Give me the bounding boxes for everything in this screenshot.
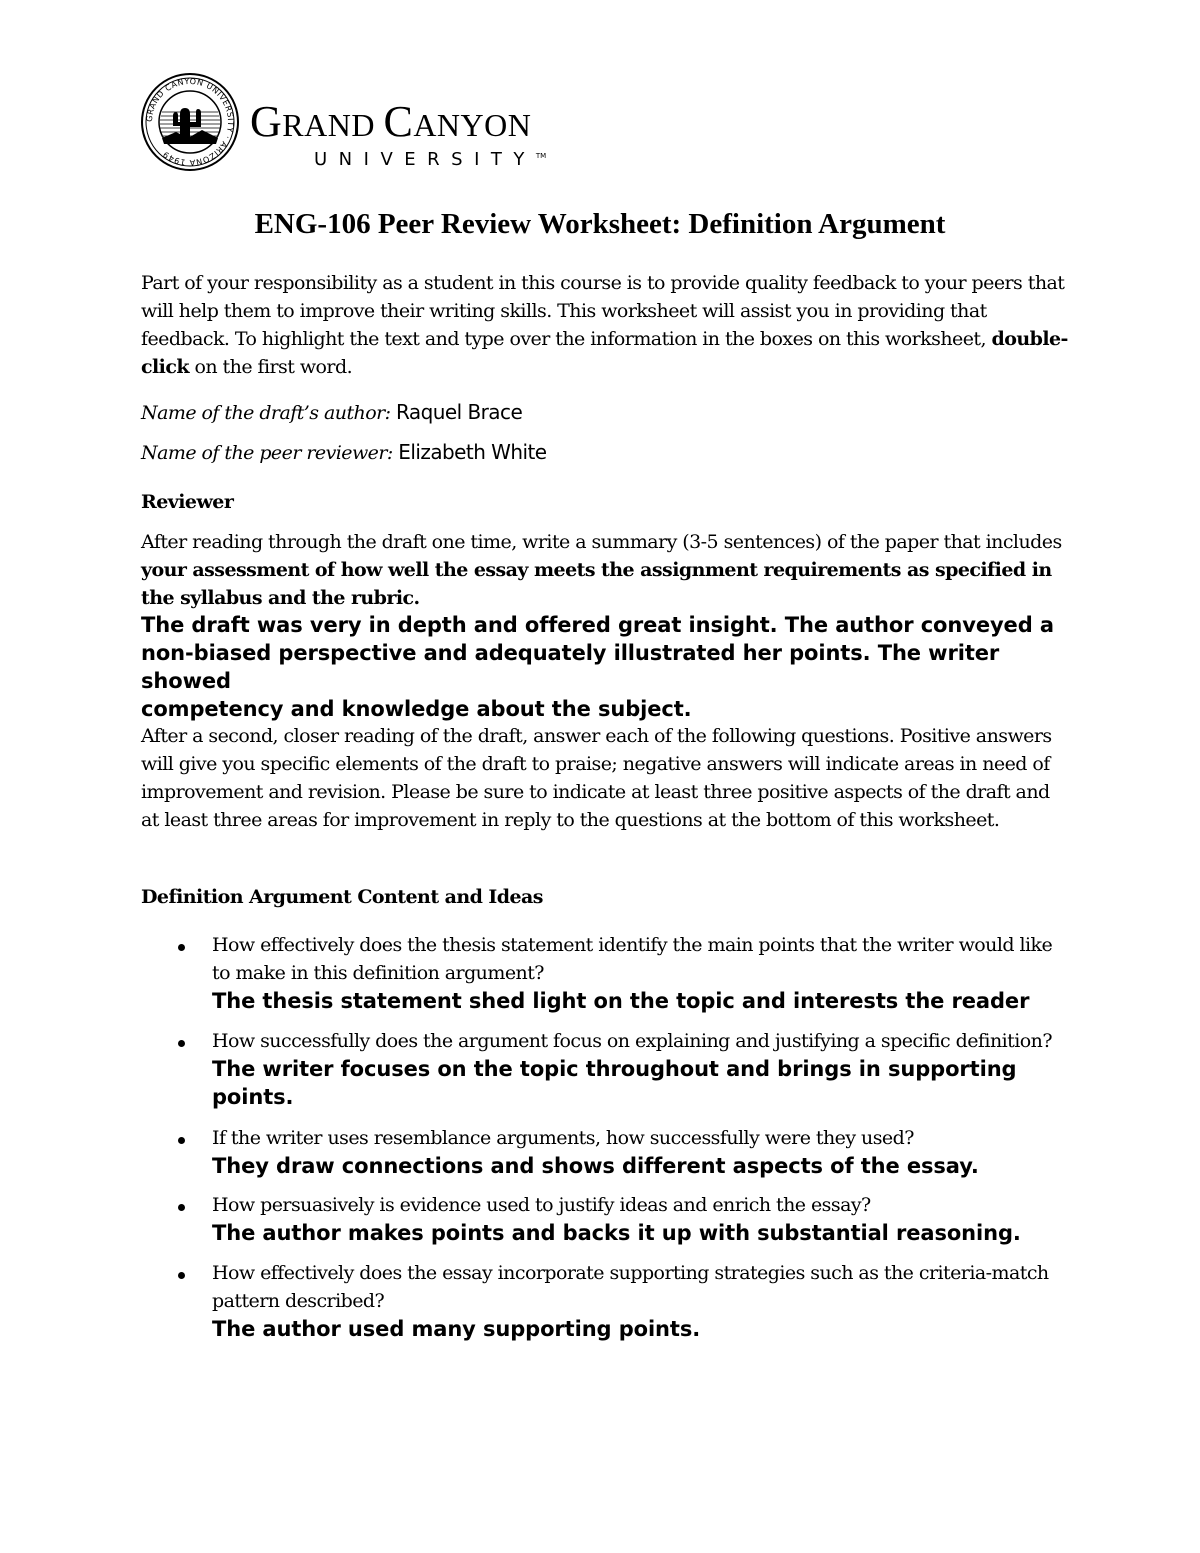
summary-answer — [141, 611, 1071, 723]
reviewer-label: Name of the peer reviewer: — [141, 442, 393, 464]
question-item — [141, 1191, 1071, 1247]
bullet-icon — [178, 1137, 185, 1144]
wordmark-university: UNIVERSITY™ — [314, 149, 547, 170]
seal-text: GRAND CANYON UNIVERSITY · ARIZONA 1949 — [144, 76, 236, 168]
question-text: If the writer uses resemblance arguments, how successfully were they used? — [212, 1127, 914, 1149]
answer-text: They draw connections and shows different aspects of the essay. — [212, 1154, 979, 1178]
author-name: Raquel Brace — [396, 400, 523, 424]
second-reading-paragraph: After a second, closer reading of the draft, answer each of the following questions. Positive answers will give you specific elements of the draft to praise; negative answers will indicate areas in need of improvement and revision. Please be sure to indicate at least three positive aspects of the draft and at least three areas for improvement in reply to the questions at the bottom of this worksheet. — [141, 725, 1052, 831]
question-text: How persuasively is evidence used to justify ideas and enrich the essay? — [212, 1194, 871, 1216]
reviewer-name: Elizabeth White — [398, 440, 547, 464]
question-text: How successfully does the argument focus on explaining and justifying a specific definition? — [212, 1030, 1052, 1052]
answer-text: The author used many supporting points. — [212, 1317, 701, 1341]
question-item — [141, 1027, 1071, 1111]
bullet-icon — [178, 1272, 185, 1279]
reviewer-prompt: After reading through the draft one time, write a summary (3-5 sentences) of the paper that includes your assessment of how well the essay meets the assignment requirements as specified in the syllabus and the rubric. — [141, 531, 1062, 609]
question-text: How effectively does the thesis statement identify the main points that the writer would like to make in this definition argument? — [212, 934, 1053, 984]
question-item — [141, 931, 1071, 1015]
wordmark-grand-canyon: GRAND CANYON — [250, 97, 532, 146]
bullet-icon — [178, 1040, 185, 1047]
intro-paragraph: Part of your responsibility as a student in this course is to provide quality feedback to your peers that will help them to improve their writing skills. This worksheet will assist you in providing that feedback. To highlight the text and type over the information in the boxes on this worksheet, double-click on the first word. — [141, 272, 1068, 378]
reviewer-heading: Reviewer — [141, 491, 234, 513]
answer-text: The thesis statement shed light on the topic and interests the reader — [212, 989, 1030, 1013]
question-text: How effectively does the essay incorporate supporting strategies such as the criteria-match pattern described? — [212, 1262, 1049, 1312]
question-item — [141, 1259, 1071, 1343]
summary-answer-line: competency and knowledge about the subject. — [141, 697, 692, 721]
reviewer-line — [141, 438, 1071, 467]
answer-text: The author makes points and backs it up with substantial reasoning. — [212, 1221, 1021, 1245]
page-title: ENG-106 Peer Review Worksheet: Definition Argument — [254, 208, 946, 240]
author-label: Name of the draft’s author: — [141, 402, 391, 424]
summary-answer-line: The draft was very in depth and offered great insight. The author conveyed a — [141, 613, 1054, 637]
trademark-mark: TM — [535, 152, 547, 160]
bullet-icon — [178, 1204, 185, 1211]
answer-text: The writer focuses on the topic throughout and brings in supporting points. — [212, 1057, 1017, 1109]
question-item — [141, 1124, 1071, 1180]
content-section-heading: Definition Argument Content and Ideas — [141, 886, 543, 908]
author-line — [141, 398, 1071, 427]
university-logo — [140, 72, 600, 172]
university-seal-icon — [140, 72, 240, 172]
bullet-icon — [178, 944, 185, 951]
summary-answer-line: non-biased perspective and adequately illustrated her points. The writer showed — [141, 641, 1000, 693]
